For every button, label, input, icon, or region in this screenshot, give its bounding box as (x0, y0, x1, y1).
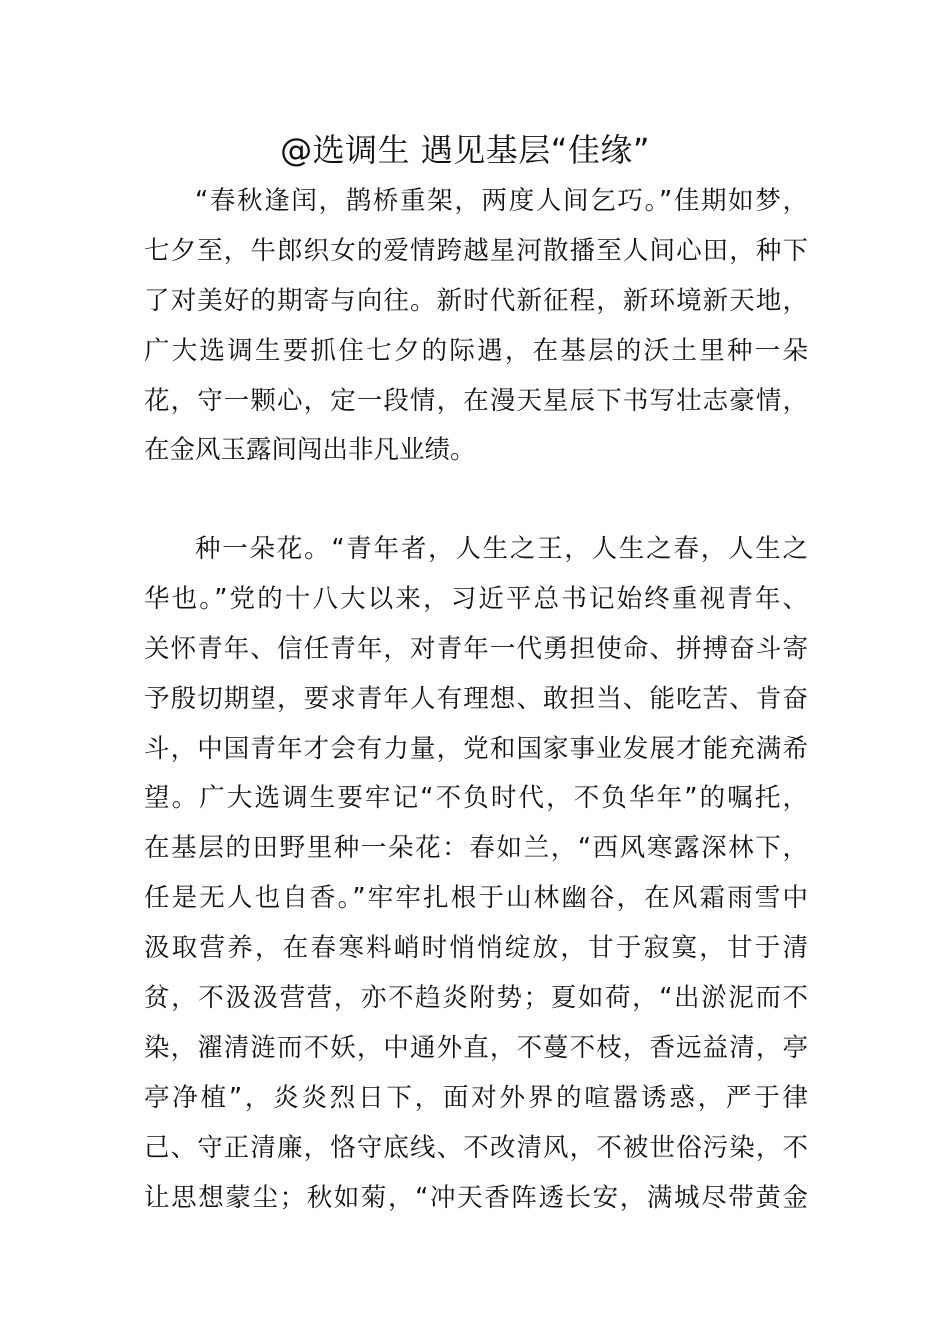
paragraph-line: 了对美好的期寄与向往。新时代新征程，新环境新天地， (144, 285, 808, 316)
paragraph-line: 己、守正清廉，恪守底线、不改清风，不被世俗污染，不 (144, 1132, 808, 1163)
paragraph-line: 广大选调生要抓住七夕的际遇，在基层的沃土里种一朵 (144, 335, 808, 366)
paragraph-line: 贫，不汲汲营营，亦不趋炎附势；夏如荷，“出淤泥而不 (144, 983, 808, 1014)
paragraph-line: 七夕至，牛郎织女的爱情跨越星河散播至人间心田，种下 (144, 235, 808, 266)
paragraph-line: 华也。”党的十八大以来，习近平总书记始终重视青年、 (144, 583, 808, 614)
paragraph-line: 关怀青年、信任青年，对青年一代勇担使命、拼搏奋斗寄 (144, 633, 808, 664)
paragraph-line: 任是无人也自香。”牢牢扎根于山林幽谷，在风霜雨雪中 (144, 883, 808, 914)
paragraph-line: 望。广大选调生要牢记“不负时代，不负华年”的嘱托， (144, 783, 808, 814)
paragraph-line: 在基层的田野里种一朵花：春如兰，“西风寒露深林下， (144, 833, 808, 864)
document-title: @选调生 遇见基层“佳缘” (280, 131, 650, 169)
paragraph-line: 种一朵花。“青年者，人生之王，人生之春，人生之 (195, 534, 808, 564)
paragraph-intro (144, 177, 808, 476)
paragraph-line: “春秋逢闰，鹊桥重架，两度人间乞巧。”佳期如梦， (195, 186, 808, 216)
paragraph-line: 花，守一颗心，定一段情，在漫天星辰下书写壮志豪情， (144, 385, 808, 416)
paragraph-line: 让思想蒙尘；秋如菊，“冲天香阵透长安，满城尽带黄金 (144, 1182, 808, 1213)
paragraph-line: 予殷切期望，要求青年人有理想、敢担当、能吃苦、肯奋 (144, 683, 808, 714)
paragraph-line: 亭净植”，炎炎烈日下，面对外界的喧嚣诱惑，严于律 (144, 1082, 808, 1113)
paragraph-line: 斗，中国青年才会有力量，党和国家事业发展才能充满希 (144, 733, 808, 764)
paragraph-plant-a-flower (144, 525, 808, 1223)
paragraph-line: 汲取营养，在春寒料峭时悄悄绽放，甘于寂寞，甘于清 (144, 933, 808, 964)
paragraph-line: 染，濯清涟而不妖，中通外直，不蔓不枝，香远益清，亭 (144, 1032, 808, 1063)
paragraph-line: 在金风玉露间闯出非凡业绩。 (144, 435, 476, 466)
